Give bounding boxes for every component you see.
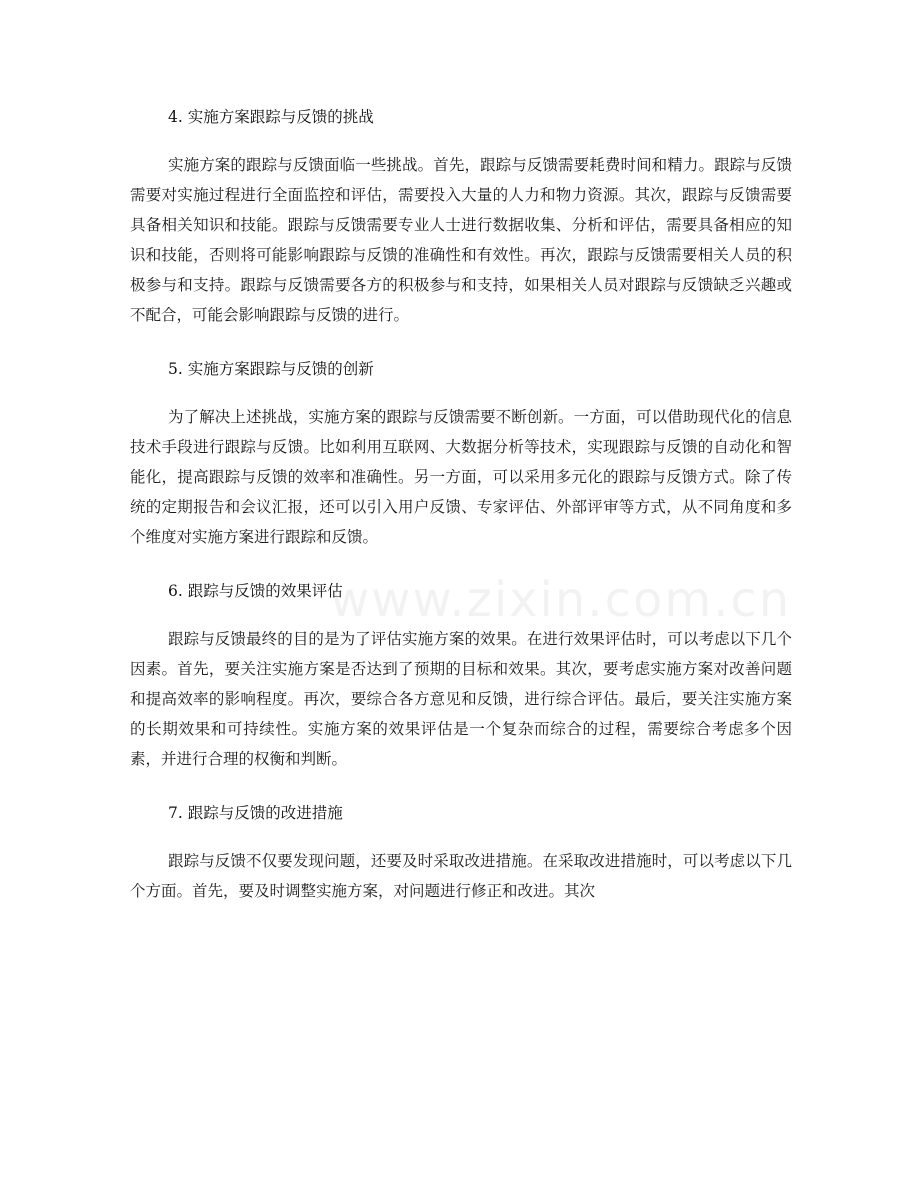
section-heading: 7. 跟踪与反馈的改进措施 (168, 804, 343, 822)
section-heading: 4. 实施方案跟踪与反馈的挑战 (168, 108, 374, 126)
section-paragraph: 为了解决上述挑战，实施方案的跟踪与反馈需要不断创新。一方面，可以借助现代化的信息技术手段进行跟踪与反馈。比如利用互联网、大数据分析等技术，实现跟踪与反馈的自动化和智能化，提高跟踪与反馈的效率和准确性。另一方面，可以采用多元化的跟踪与反馈方式。除了传统的定期报告和会议汇报，还可以引入用户反馈、专家评估、外部评审等方式，从不同角度和多个维度对实施方案进行跟踪和反馈。 (130, 408, 792, 546)
section-paragraph: 实施方案的跟踪与反馈面临一些挑战。首先，跟踪与反馈需要耗费时间和精力。跟踪与反馈需要对实施过程进行全面监控和评估，需要投入大量的人力和物力资源。其次，跟踪与反馈需要具备相关知识和技能。跟踪与反馈需要专业人士进行数据收集、分析和评估，需要具备相应的知识和技能，否则将可能影响跟踪与反馈的准确性和有效性。再次，跟踪与反馈需要相关人员的积极参与和支持。跟踪与反馈需要各方的积极参与和支持，如果相关人员对跟踪与反馈缺乏兴趣或不配合，可能会影响跟踪与反馈的进行。 (130, 156, 792, 324)
watermark: www.zixin.com.cn (330, 572, 792, 628)
document-page (130, 104, 792, 932)
section-5 (130, 356, 792, 552)
section-paragraph: 跟踪与反馈最终的目的是为了评估实施方案的效果。在进行效果评估时，可以考虑以下几个因素。首先，要关注实施方案是否达到了预期的目标和效果。其次，要考虑实施方案对改善问题和提高效率的影响程度。再次，要综合各方意见和反馈，进行综合评估。最后，要关注实施方案的长期效果和可持续性。实施方案的效果评估是一个复杂而综合的过程，需要综合考虑多个因素，并进行合理的权衡和判断。 (130, 630, 792, 768)
section-6 (130, 578, 792, 774)
section-heading: 6. 跟踪与反馈的效果评估 (168, 582, 343, 600)
section-paragraph: 跟踪与反馈不仅要发现问题，还要及时采取改进措施。在采取改进措施时，可以考虑以下几个方面。首先，要及时调整实施方案，对问题进行修正和改进。其次 (130, 852, 792, 900)
section-4 (130, 104, 792, 330)
section-heading: 5. 实施方案跟踪与反馈的创新 (168, 360, 374, 378)
section-7 (130, 800, 792, 906)
